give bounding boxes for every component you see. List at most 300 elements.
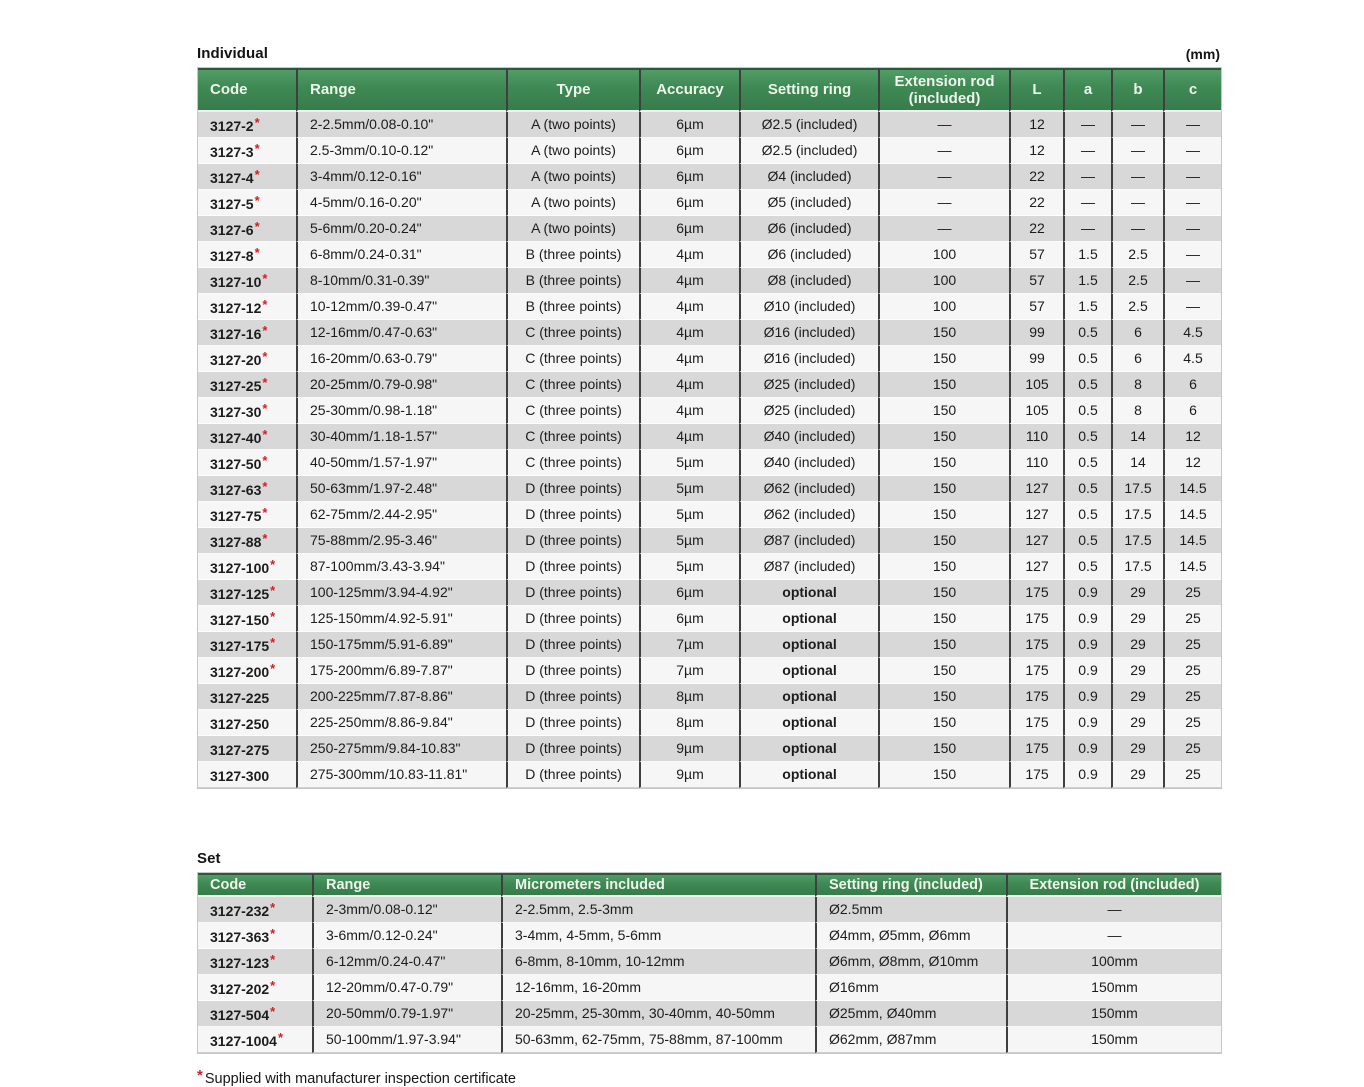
cell-code <box>198 138 296 164</box>
table-row <box>198 112 1221 138</box>
cell-range: 2-2.5mm/0.08-0.10" <box>296 112 506 138</box>
cell-accuracy: 4µm <box>639 242 739 268</box>
cell-code <box>198 450 296 476</box>
cell-b: 29 <box>1111 736 1163 762</box>
cell-b: 2.5 <box>1111 242 1163 268</box>
cell-setting_ring: optional <box>739 658 878 684</box>
cell-type: B (three points) <box>506 242 639 268</box>
cell-type: C (three points) <box>506 346 639 372</box>
certificate-star-icon: * <box>277 1030 284 1045</box>
cell-b: 2.5 <box>1111 294 1163 320</box>
certificate-star-icon: * <box>270 1004 276 1019</box>
cell-extension_rod: 150 <box>878 762 1009 788</box>
cell-type: A (two points) <box>506 190 639 216</box>
cell-accuracy: 9µm <box>639 762 739 788</box>
certificate-star-icon: * <box>262 505 268 520</box>
table-row <box>198 684 1221 710</box>
header-row <box>198 873 1221 897</box>
product-code: 3127-123 <box>210 955 270 971</box>
cell-type: A (two points) <box>506 216 639 242</box>
cell-accuracy: 5µm <box>639 528 739 554</box>
cell-type: D (three points) <box>506 528 639 554</box>
certificate-star-icon: * <box>262 453 268 468</box>
cell-c: — <box>1163 190 1221 216</box>
cell-c: 25 <box>1163 710 1221 736</box>
cell-b: 17.5 <box>1111 554 1163 580</box>
cell-code <box>198 897 312 923</box>
product-code: 3127-20 <box>210 352 262 368</box>
cell-setting_ring: Ø62mm, Ø87mm <box>815 1027 1006 1053</box>
cell-l: 110 <box>1009 424 1063 450</box>
cell-range: 12-20mm/0.47-0.79" <box>312 975 501 1001</box>
certificate-star-icon: * <box>270 557 276 572</box>
cell-setting_ring: Ø4mm, Ø5mm, Ø6mm <box>815 923 1006 949</box>
cell-b: — <box>1111 216 1163 242</box>
cell-extension_rod: — <box>878 112 1009 138</box>
cell-b: 6 <box>1111 346 1163 372</box>
cell-setting_ring: Ø87 (included) <box>739 528 878 554</box>
col-header-a: a <box>1063 68 1111 112</box>
cell-code <box>198 216 296 242</box>
cell-setting_ring: Ø25 (included) <box>739 372 878 398</box>
table-row <box>198 398 1221 424</box>
certificate-star-icon: * <box>262 271 268 286</box>
certificate-star-icon: * <box>270 978 276 993</box>
cell-a: 0.9 <box>1063 606 1111 632</box>
cell-a: — <box>1063 190 1111 216</box>
cell-l: 105 <box>1009 398 1063 424</box>
cell-a: — <box>1063 138 1111 164</box>
cell-code <box>198 242 296 268</box>
cell-a: 1.5 <box>1063 268 1111 294</box>
catalog-page <box>197 45 1220 1087</box>
cell-b: — <box>1111 190 1163 216</box>
cell-range: 50-100mm/1.97-3.94" <box>312 1027 501 1053</box>
table-row <box>198 1001 1221 1027</box>
cell-range: 20-50mm/0.79-1.97" <box>312 1001 501 1027</box>
cell-code <box>198 606 296 632</box>
cell-c: 14.5 <box>1163 502 1221 528</box>
cell-a: 0.9 <box>1063 632 1111 658</box>
cell-b: 6 <box>1111 320 1163 346</box>
cell-b: 17.5 <box>1111 476 1163 502</box>
certificate-star-icon: * <box>262 375 268 390</box>
cell-c: 25 <box>1163 632 1221 658</box>
product-code: 3127-202 <box>210 981 270 997</box>
cell-type: A (two points) <box>506 112 639 138</box>
table-row <box>198 554 1221 580</box>
certificate-star-icon: * <box>262 349 268 364</box>
col-header-extension-rod: Extension rod (included) <box>878 68 1009 112</box>
certificate-star-icon: * <box>254 219 260 234</box>
cell-code <box>198 762 296 788</box>
set-section <box>197 850 1220 1054</box>
cell-type: D (three points) <box>506 606 639 632</box>
cell-type: A (two points) <box>506 138 639 164</box>
cell-l: 105 <box>1009 372 1063 398</box>
certificate-star-icon: * <box>262 479 268 494</box>
cell-extension_rod: 150 <box>878 580 1009 606</box>
cell-c: 25 <box>1163 658 1221 684</box>
cell-b: 29 <box>1111 606 1163 632</box>
table-row <box>198 897 1221 923</box>
cell-range: 100-125mm/3.94-4.92" <box>296 580 506 606</box>
cell-setting_ring: Ø10 (included) <box>739 294 878 320</box>
cell-range: 30-40mm/1.18-1.57" <box>296 424 506 450</box>
cell-l: 12 <box>1009 138 1063 164</box>
cell-setting_ring: Ø6mm, Ø8mm, Ø10mm <box>815 949 1006 975</box>
cell-extension_rod: 150mm <box>1006 1027 1221 1053</box>
cell-code <box>198 658 296 684</box>
table-row <box>198 346 1221 372</box>
cell-extension_rod: 150mm <box>1006 1001 1221 1027</box>
cell-c: 14.5 <box>1163 554 1221 580</box>
cell-l: 175 <box>1009 684 1063 710</box>
table-row <box>198 975 1221 1001</box>
cell-micrometers: 12-16mm, 16-20mm <box>501 975 815 1001</box>
cell-setting_ring: Ø16 (included) <box>739 320 878 346</box>
cell-b: 17.5 <box>1111 502 1163 528</box>
cell-setting_ring: Ø2.5 (included) <box>739 138 878 164</box>
cell-range: 75-88mm/2.95-3.46" <box>296 528 506 554</box>
product-code: 3127-3 <box>210 144 254 160</box>
table-row <box>198 632 1221 658</box>
cell-a: 0.5 <box>1063 398 1111 424</box>
cell-type: C (three points) <box>506 450 639 476</box>
product-code: 3127-75 <box>210 508 262 524</box>
cell-b: 17.5 <box>1111 528 1163 554</box>
product-code: 3127-275 <box>210 742 270 758</box>
cell-code <box>198 1001 312 1027</box>
cell-setting_ring: optional <box>739 710 878 736</box>
cell-extension_rod: — <box>1006 923 1221 949</box>
cell-extension_rod: 150 <box>878 320 1009 346</box>
product-code: 3127-300 <box>210 768 270 784</box>
cell-setting_ring: Ø25mm, Ø40mm <box>815 1001 1006 1027</box>
cell-c: — <box>1163 112 1221 138</box>
cell-accuracy: 5µm <box>639 502 739 528</box>
table-row <box>198 424 1221 450</box>
cell-c: — <box>1163 294 1221 320</box>
cell-micrometers: 3-4mm, 4-5mm, 5-6mm <box>501 923 815 949</box>
certificate-star-icon: * <box>270 900 276 915</box>
product-code: 3127-363 <box>210 929 270 945</box>
table-row <box>198 190 1221 216</box>
cell-a: 0.9 <box>1063 762 1111 788</box>
col-header-extension-rod: Extension rod (included) <box>1006 873 1221 897</box>
table-row <box>198 923 1221 949</box>
cell-extension_rod: 150 <box>878 528 1009 554</box>
cell-type: B (three points) <box>506 294 639 320</box>
individual-title: Individual <box>197 45 269 62</box>
certificate-star-icon: * <box>254 167 260 182</box>
certificate-star-icon: * <box>270 635 276 650</box>
cell-range: 62-75mm/2.44-2.95" <box>296 502 506 528</box>
cell-range: 2.5-3mm/0.10-0.12" <box>296 138 506 164</box>
cell-l: 127 <box>1009 476 1063 502</box>
cell-accuracy: 6µm <box>639 190 739 216</box>
cell-type: D (three points) <box>506 632 639 658</box>
cell-type: C (three points) <box>506 398 639 424</box>
cell-range: 3-6mm/0.12-0.24" <box>312 923 501 949</box>
cell-setting_ring: Ø2.5 (included) <box>739 112 878 138</box>
cell-setting_ring: Ø6 (included) <box>739 242 878 268</box>
cell-setting_ring: Ø40 (included) <box>739 424 878 450</box>
cell-c: 25 <box>1163 606 1221 632</box>
product-code: 3127-200 <box>210 664 270 680</box>
table-row <box>198 372 1221 398</box>
cell-range: 40-50mm/1.57-1.97" <box>296 450 506 476</box>
cell-code <box>198 268 296 294</box>
individual-section-head <box>197 45 1220 62</box>
cell-extension_rod: 150 <box>878 476 1009 502</box>
cell-b: 14 <box>1111 424 1163 450</box>
cell-code <box>198 164 296 190</box>
cell-accuracy: 4µm <box>639 294 739 320</box>
cell-micrometers: 20-25mm, 25-30mm, 30-40mm, 40-50mm <box>501 1001 815 1027</box>
cell-a: — <box>1063 112 1111 138</box>
cell-a: 0.5 <box>1063 450 1111 476</box>
cell-b: 29 <box>1111 684 1163 710</box>
cell-a: 1.5 <box>1063 294 1111 320</box>
cell-extension_rod: 100 <box>878 268 1009 294</box>
cell-type: C (three points) <box>506 372 639 398</box>
cell-setting_ring: Ø25 (included) <box>739 398 878 424</box>
cell-code <box>198 949 312 975</box>
cell-accuracy: 6µm <box>639 138 739 164</box>
cell-extension_rod: 150 <box>878 710 1009 736</box>
cell-code <box>198 528 296 554</box>
footnote <box>197 1067 1220 1087</box>
cell-range: 225-250mm/8.86-9.84" <box>296 710 506 736</box>
footnote-text: Supplied with manufacturer inspection certificate <box>204 1071 516 1087</box>
cell-range: 150-175mm/5.91-6.89" <box>296 632 506 658</box>
cell-accuracy: 5µm <box>639 450 739 476</box>
individual-table <box>197 67 1222 789</box>
cell-code <box>198 580 296 606</box>
cell-l: 175 <box>1009 580 1063 606</box>
cell-accuracy: 4µm <box>639 372 739 398</box>
cell-range: 250-275mm/9.84-10.83" <box>296 736 506 762</box>
cell-a: 0.5 <box>1063 554 1111 580</box>
cell-extension_rod: 150 <box>878 450 1009 476</box>
product-code: 3127-6 <box>210 222 254 238</box>
cell-l: 22 <box>1009 164 1063 190</box>
set-title: Set <box>197 850 221 867</box>
individual-table-head <box>198 68 1221 112</box>
product-code: 3127-1004 <box>210 1033 277 1049</box>
cell-a: 1.5 <box>1063 242 1111 268</box>
table-row <box>198 268 1221 294</box>
certificate-star-icon: * <box>262 531 268 546</box>
cell-micrometers: 2-2.5mm, 2.5-3mm <box>501 897 815 923</box>
cell-extension_rod: 150 <box>878 658 1009 684</box>
cell-setting_ring: optional <box>739 762 878 788</box>
cell-l: 22 <box>1009 216 1063 242</box>
col-header-setting-ring: Setting ring (included) <box>815 873 1006 897</box>
cell-extension_rod: 100mm <box>1006 949 1221 975</box>
table-row <box>198 762 1221 788</box>
table-row <box>198 658 1221 684</box>
cell-c: — <box>1163 216 1221 242</box>
cell-c: 6 <box>1163 398 1221 424</box>
cell-code <box>198 632 296 658</box>
cell-a: — <box>1063 164 1111 190</box>
cell-l: 99 <box>1009 320 1063 346</box>
cell-code <box>198 923 312 949</box>
cell-b: 29 <box>1111 658 1163 684</box>
cell-type: D (three points) <box>506 554 639 580</box>
cell-a: 0.9 <box>1063 710 1111 736</box>
cell-c: 25 <box>1163 736 1221 762</box>
product-code: 3127-5 <box>210 196 254 212</box>
cell-setting_ring: optional <box>739 736 878 762</box>
cell-c: 12 <box>1163 424 1221 450</box>
cell-accuracy: 6µm <box>639 580 739 606</box>
table-row <box>198 138 1221 164</box>
certificate-star-icon: * <box>197 1067 203 1084</box>
cell-a: 0.5 <box>1063 424 1111 450</box>
cell-accuracy: 4µm <box>639 424 739 450</box>
cell-micrometers: 6-8mm, 8-10mm, 10-12mm <box>501 949 815 975</box>
product-code: 3127-50 <box>210 456 262 472</box>
cell-c: 12 <box>1163 450 1221 476</box>
cell-range: 25-30mm/0.98-1.18" <box>296 398 506 424</box>
cell-extension_rod: 100 <box>878 242 1009 268</box>
cell-l: 127 <box>1009 554 1063 580</box>
table-row <box>198 242 1221 268</box>
cell-code <box>198 346 296 372</box>
cell-type: D (three points) <box>506 658 639 684</box>
col-header-range: Range <box>312 873 501 897</box>
col-header-code: Code <box>198 873 312 897</box>
certificate-star-icon: * <box>270 926 276 941</box>
cell-type: D (three points) <box>506 736 639 762</box>
cell-accuracy: 5µm <box>639 476 739 502</box>
col-header-L: L <box>1009 68 1063 112</box>
cell-extension_rod: 150 <box>878 372 1009 398</box>
cell-extension_rod: — <box>878 138 1009 164</box>
cell-l: 12 <box>1009 112 1063 138</box>
product-code: 3127-150 <box>210 612 270 628</box>
cell-range: 4-5mm/0.16-0.20" <box>296 190 506 216</box>
product-code: 3127-225 <box>210 690 270 706</box>
certificate-star-icon: * <box>262 401 268 416</box>
cell-range: 125-150mm/4.92-5.91" <box>296 606 506 632</box>
cell-range: 10-12mm/0.39-0.47" <box>296 294 506 320</box>
cell-b: 29 <box>1111 710 1163 736</box>
cell-setting_ring: Ø62 (included) <box>739 476 878 502</box>
cell-c: 25 <box>1163 684 1221 710</box>
cell-c: 4.5 <box>1163 320 1221 346</box>
col-header-setting-ring: Setting ring <box>739 68 878 112</box>
cell-setting_ring: Ø6 (included) <box>739 216 878 242</box>
cell-type: D (three points) <box>506 502 639 528</box>
cell-code <box>198 502 296 528</box>
table-row <box>198 164 1221 190</box>
cell-extension_rod: 150 <box>878 684 1009 710</box>
cell-b: 29 <box>1111 580 1163 606</box>
product-code: 3127-16 <box>210 326 262 342</box>
cell-l: 57 <box>1009 268 1063 294</box>
cell-type: C (three points) <box>506 424 639 450</box>
cell-micrometers: 50-63mm, 62-75mm, 75-88mm, 87-100mm <box>501 1027 815 1053</box>
cell-accuracy: 8µm <box>639 710 739 736</box>
cell-l: 110 <box>1009 450 1063 476</box>
certificate-star-icon: * <box>254 193 260 208</box>
cell-a: 0.9 <box>1063 580 1111 606</box>
product-code: 3127-88 <box>210 534 262 550</box>
cell-code <box>198 1027 312 1053</box>
cell-extension_rod: 150 <box>878 606 1009 632</box>
product-code: 3127-4 <box>210 170 254 186</box>
cell-setting_ring: optional <box>739 684 878 710</box>
cell-code <box>198 372 296 398</box>
cell-a: 0.5 <box>1063 346 1111 372</box>
product-code: 3127-250 <box>210 716 270 732</box>
cell-setting_ring: optional <box>739 632 878 658</box>
cell-code <box>198 476 296 502</box>
cell-c: — <box>1163 138 1221 164</box>
cell-b: 29 <box>1111 632 1163 658</box>
table-row <box>198 476 1221 502</box>
cell-code <box>198 975 312 1001</box>
cell-c: 25 <box>1163 762 1221 788</box>
cell-accuracy: 6µm <box>639 164 739 190</box>
col-header-c: c <box>1163 68 1221 112</box>
cell-accuracy: 8µm <box>639 684 739 710</box>
cell-range: 50-63mm/1.97-2.48" <box>296 476 506 502</box>
cell-extension_rod: 150 <box>878 398 1009 424</box>
cell-a: — <box>1063 216 1111 242</box>
cell-l: 175 <box>1009 710 1063 736</box>
cell-range: 20-25mm/0.79-0.98" <box>296 372 506 398</box>
cell-c: — <box>1163 242 1221 268</box>
col-header-type: Type <box>506 68 639 112</box>
product-code: 3127-10 <box>210 274 262 290</box>
cell-setting_ring: Ø16 (included) <box>739 346 878 372</box>
col-header-accuracy: Accuracy <box>639 68 739 112</box>
cell-accuracy: 7µm <box>639 632 739 658</box>
table-row <box>198 450 1221 476</box>
cell-code <box>198 190 296 216</box>
certificate-star-icon: * <box>270 609 276 624</box>
cell-b: — <box>1111 164 1163 190</box>
cell-extension_rod: 150 <box>878 736 1009 762</box>
set-table-head <box>198 873 1221 897</box>
cell-accuracy: 4µm <box>639 268 739 294</box>
cell-b: — <box>1111 112 1163 138</box>
certificate-star-icon: * <box>254 141 260 156</box>
col-header-code: Code <box>198 68 296 112</box>
cell-type: A (two points) <box>506 164 639 190</box>
product-code: 3127-30 <box>210 404 262 420</box>
certificate-star-icon: * <box>254 245 260 260</box>
cell-setting_ring: Ø4 (included) <box>739 164 878 190</box>
cell-setting_ring: Ø62 (included) <box>739 502 878 528</box>
table-row <box>198 294 1221 320</box>
cell-c: 14.5 <box>1163 476 1221 502</box>
table-row <box>198 528 1221 554</box>
cell-c: 6 <box>1163 372 1221 398</box>
cell-accuracy: 4µm <box>639 398 739 424</box>
unit-label: (mm) <box>1185 46 1220 62</box>
set-section-head <box>197 850 1220 867</box>
table-row <box>198 320 1221 346</box>
individual-section <box>197 45 1220 789</box>
cell-c: 25 <box>1163 580 1221 606</box>
certificate-star-icon: * <box>262 297 268 312</box>
